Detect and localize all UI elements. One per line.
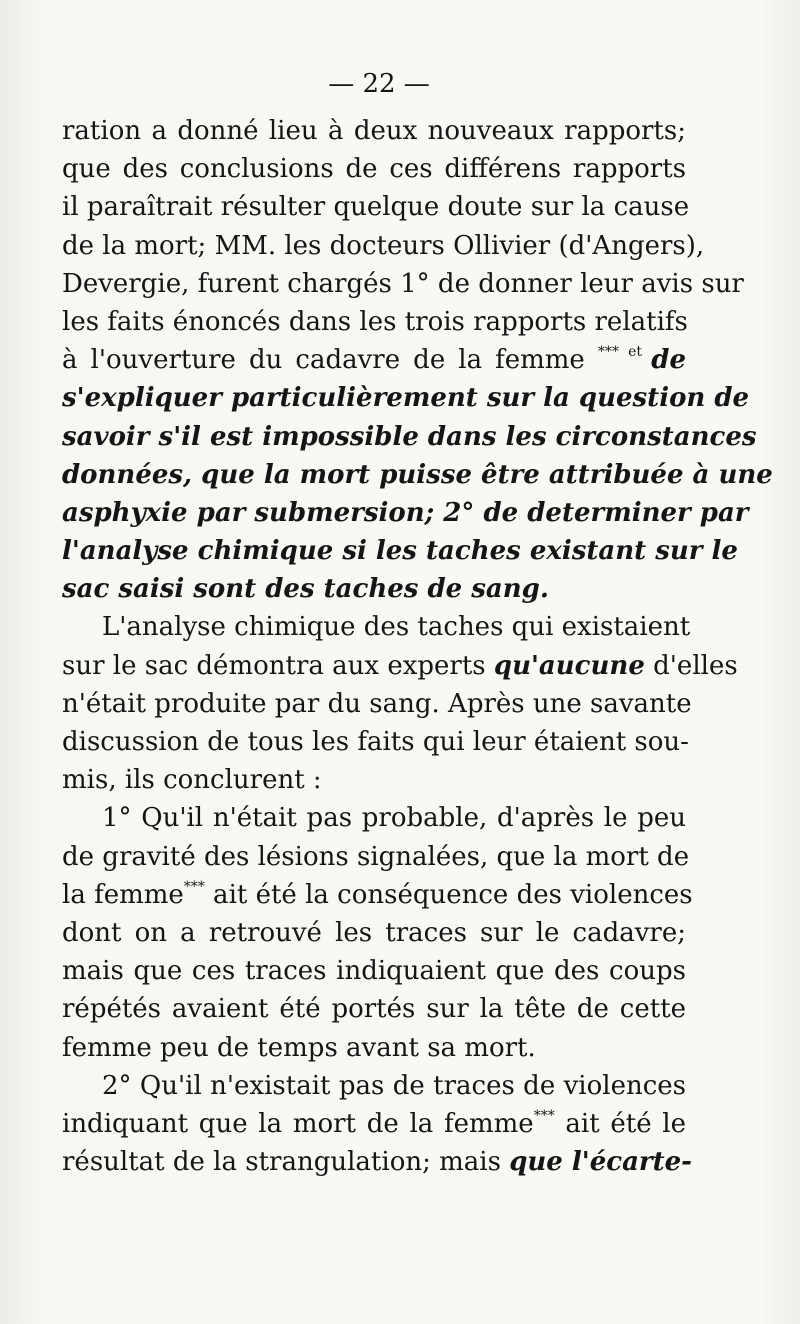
text-line	[62, 112, 686, 150]
line-text: mais que ces traces indiquaient que des coups	[62, 956, 686, 987]
line-text: femme peu de temps avant sa mort.	[62, 1032, 536, 1063]
text-line	[62, 608, 691, 646]
line-text: savoir s'il est impossible dans les circonstances	[62, 421, 757, 452]
text-line	[62, 227, 705, 265]
line-text: ration a donné lieu à deux nouveaux rapports;	[62, 116, 686, 146]
line-text: 2° Qu'il n'existait pas de traces de violences	[102, 1070, 686, 1101]
line-text: d'elles	[644, 650, 738, 681]
text-line	[62, 265, 744, 303]
line-text: n'était produite par du sang. Après une savante	[62, 688, 692, 719]
page-number: — 22 —	[328, 69, 430, 99]
text-line	[62, 1067, 686, 1105]
asterisks: ***	[183, 878, 205, 895]
line-text: ait été le	[554, 1108, 686, 1139]
line-text: que des conclusions de ces différens rapports	[62, 154, 686, 185]
text-line	[62, 341, 686, 379]
text-line	[62, 914, 686, 952]
italic-text: que l'écarte-	[509, 1147, 692, 1178]
page-text	[62, 60, 773, 1181]
text-line	[62, 952, 686, 990]
line-text: sac saisi sont des taches de sang.	[62, 574, 549, 605]
line-text: discussion de tous les faits qui leur étaient sou-	[62, 727, 689, 757]
line-text: à l'ouverture du cadavre de la femme	[62, 345, 585, 376]
line-text: les faits énoncés dans les trois rapports relatifs	[62, 306, 688, 337]
italic-text: de	[651, 345, 687, 376]
line-text: de la mort; MM. les docteurs Ollivier (d'Angers),	[62, 230, 705, 261]
italic-line	[62, 494, 749, 532]
italic-line	[62, 532, 738, 570]
text-line	[62, 1029, 686, 1067]
line-text: asphyxie par submersion; 2° de determiner par	[62, 497, 749, 528]
text-line	[62, 799, 686, 837]
line-text: la femme	[62, 879, 184, 910]
asterisks: *** et	[597, 344, 652, 361]
text-line	[62, 150, 686, 188]
line-text: L'analyse chimique des taches qui existaient	[102, 612, 691, 643]
line-text: Devergie, furent chargés 1° de donner leur avis sur	[62, 268, 744, 299]
text-line	[62, 685, 692, 723]
italic-line	[62, 570, 686, 608]
italic-line	[62, 379, 750, 417]
asterisks: ***	[533, 1107, 555, 1124]
line-text: indiquant que la mort de la femme	[62, 1108, 534, 1139]
line-text: 1° Qu'il n'était pas probable, d'après le peu	[102, 803, 686, 834]
line-text: dont on a retrouvé les traces sur le cadavre;	[62, 917, 686, 948]
line-text: répétés avaient été portés sur la tête de cette	[62, 994, 686, 1025]
line-text: résultat de la strangulation; mais	[62, 1147, 510, 1178]
line-text: l'analyse chimique si les taches existant sur le	[62, 536, 738, 567]
line-text: s'expliquer particulièrement sur la question de	[62, 383, 750, 414]
line-text: ait été la conséquence des violences	[204, 879, 693, 910]
line-text: sur le sac démontra aux experts	[62, 650, 494, 681]
text-line	[62, 876, 693, 914]
line-text: données, que la mort puisse être attribuée à une	[62, 459, 773, 490]
line-text: il paraîtrait résulter quelque doute sur la cause	[62, 192, 690, 223]
text-line	[62, 303, 686, 341]
italic-line	[62, 456, 773, 494]
text-line	[62, 990, 686, 1028]
italic-line	[62, 418, 757, 456]
line-text: mis, ils conclurent :	[62, 765, 322, 796]
text-line	[62, 1105, 686, 1143]
line-text: de gravité des lésions signalées, que la mort de	[62, 841, 690, 872]
text-line	[62, 188, 690, 226]
text-line	[62, 838, 690, 876]
text-line	[62, 761, 686, 799]
italic-text: qu'aucune	[493, 650, 645, 681]
text-line	[62, 1143, 692, 1181]
text-line	[62, 647, 738, 685]
text-line	[62, 723, 689, 761]
